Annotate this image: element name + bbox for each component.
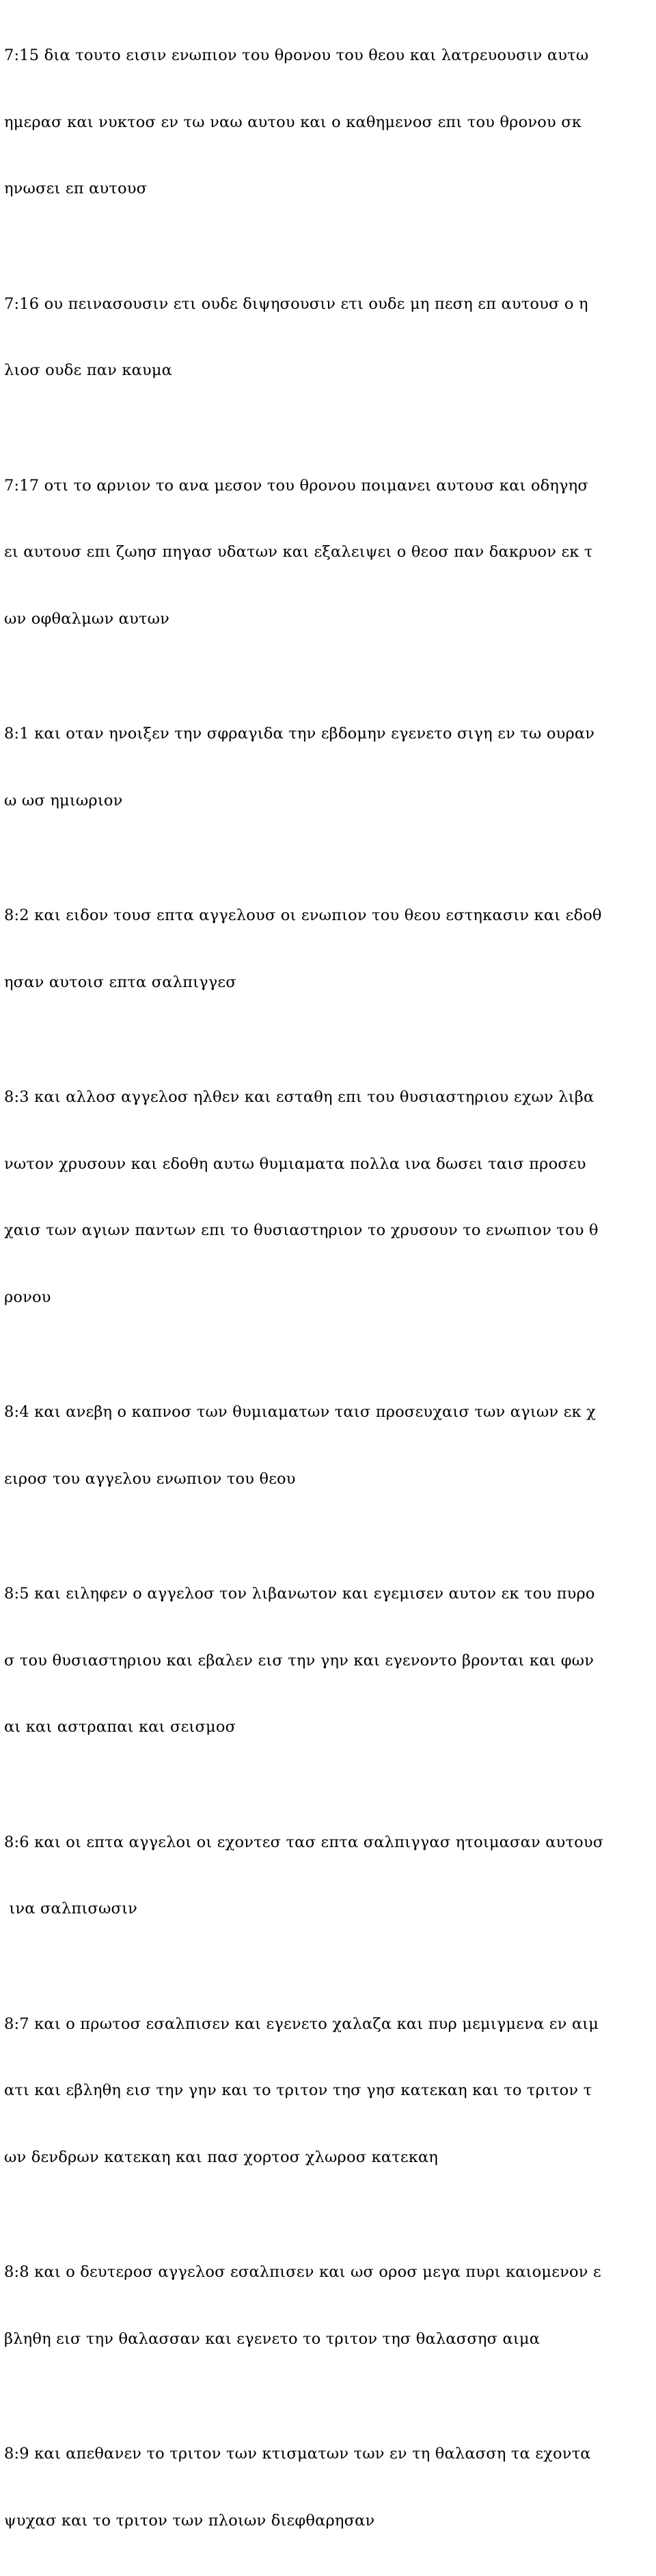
text-line: 7:15 δια τουτο εισιν ενωπιον του θρονου του θεου και λατρευουσιν αυτω	[4, 46, 589, 64]
text-line: ρονου	[4, 1288, 51, 1306]
text-line: ινα σαλπισωσιν	[4, 1900, 137, 1917]
verse-8-5	[4, 1538, 656, 1783]
text-line: 8:2 και ειδον τουσ επτα αγγελουσ οι ενωπιον του θεου εστηκασιν και εδοθ	[4, 906, 602, 924]
text-line: 7:16 ου πεινασουσιν ετι ουδε διψησουσιν ετι ουδε μη πεση επ αυτουσ ο η	[4, 294, 588, 313]
text-line: ημερασ και νυκτοσ εν τω ναω αυτου και ο καθημενοσ επι του θρονου σκ	[4, 113, 582, 131]
text-line: λιοσ ουδε παν καυμα	[4, 361, 173, 379]
text-line: βληθη εισ την θαλασσαν και εγενετο το τριτον τησ θαλασσησ αιμα	[4, 2329, 541, 2348]
verse-8-2	[4, 860, 656, 1038]
verse-8-9	[4, 2398, 656, 2576]
text-line: 8:9 και απεθανεν το τριτον των κτισματων των εν τη θαλασση τα εχοντα	[4, 2445, 591, 2463]
verse-7-17	[4, 430, 656, 675]
text-line: νωτον χρυσουν και εδοθη αυτω θυμιαματα πολλα ινα δωσει ταισ προσευ	[4, 1154, 586, 1173]
text-line: 8:1 και οταν ηνοιξεν την σφραγιδα την εβδομην εγενετο σιγη εν τω ουραν	[4, 725, 595, 743]
verse-7-16	[4, 249, 656, 426]
text-line: 8:4 και ανεβη ο καπνοσ των θυμιαματων ταισ προσευχαισ των αγιων εκ χ	[4, 1403, 596, 1421]
verse-8-6	[4, 1787, 656, 1965]
text-line: ει αυτουσ επι ζωησ πηγασ υδατων και εξαλειψει ο θεοσ παν δακρυον εκ τ	[4, 543, 593, 561]
text-line: ψυχασ και το τριτον των πλοιων διεφθαρησαν	[4, 2511, 375, 2530]
verse-8-4	[4, 1357, 656, 1534]
verse-8-1	[4, 678, 656, 856]
text-line: χαισ των αγιων παντων επι το θυσιαστηριον το χρυσουν το ενωπιον του θ	[4, 1221, 599, 1239]
verse-7-15	[4, 0, 656, 245]
verse-8-7	[4, 1969, 656, 2213]
text-line: αι και αστραπαι και σεισμοσ	[4, 1718, 236, 1736]
text-line: ειροσ του αγγελου ενωπιον του θεου	[4, 1469, 296, 1488]
text-line: 8:3 και αλλοσ αγγελοσ ηλθεν και εσταθη επι του θυσιαστηριου εχων λιβα	[4, 1088, 594, 1106]
text-line: 8:7 και ο πρωτοσ εσαλπισεν και εγενετο χαλαζα και πυρ μεμιγμενα εν αιμ	[4, 2014, 599, 2033]
text-line: ω ωσ ημιωριον	[4, 791, 123, 809]
text-line: ατι και εβληθη εισ την γην και το τριτον τησ γησ κατεκαη και το τριτον τ	[4, 2081, 592, 2099]
text-line: ησαν αυτοισ επτα σαλπιγγεσ	[4, 973, 236, 991]
verse-8-3	[4, 1042, 656, 1353]
text-line: 7:17 οτι το αρνιον το ανα μεσον του θρονου ποιμανει αυτουσ και οδηγησ	[4, 476, 588, 495]
text-line: 8:6 και οι επτα αγγελοι οι εχοντεσ τασ επτα σαλπιγγασ ητοιμασαν αυτουσ	[4, 1833, 604, 1851]
text-line: σ του θυσιαστηριου και εβαλεν εισ την γην και εγενοντο βρονται και φων	[4, 1651, 594, 1670]
text-line: ων οφθαλμων αυτων	[4, 609, 170, 628]
text-line: ηνωσει επ αυτουσ	[4, 180, 148, 197]
text-line: ων δενδρων κατεκαη και πασ χορτοσ χλωροσ κατεκαη	[4, 2148, 439, 2166]
verse-8-8	[4, 2217, 656, 2394]
text-line: 8:8 και ο δευτεροσ αγγελοσ εσαλπισεν και ωσ οροσ μεγα πυρι καιομενον ε	[4, 2263, 601, 2281]
text-line: 8:5 και ειληφεν ο αγγελοσ τον λιβανωτον και εγεμισεν αυτον εκ του πυρο	[4, 1585, 595, 1603]
